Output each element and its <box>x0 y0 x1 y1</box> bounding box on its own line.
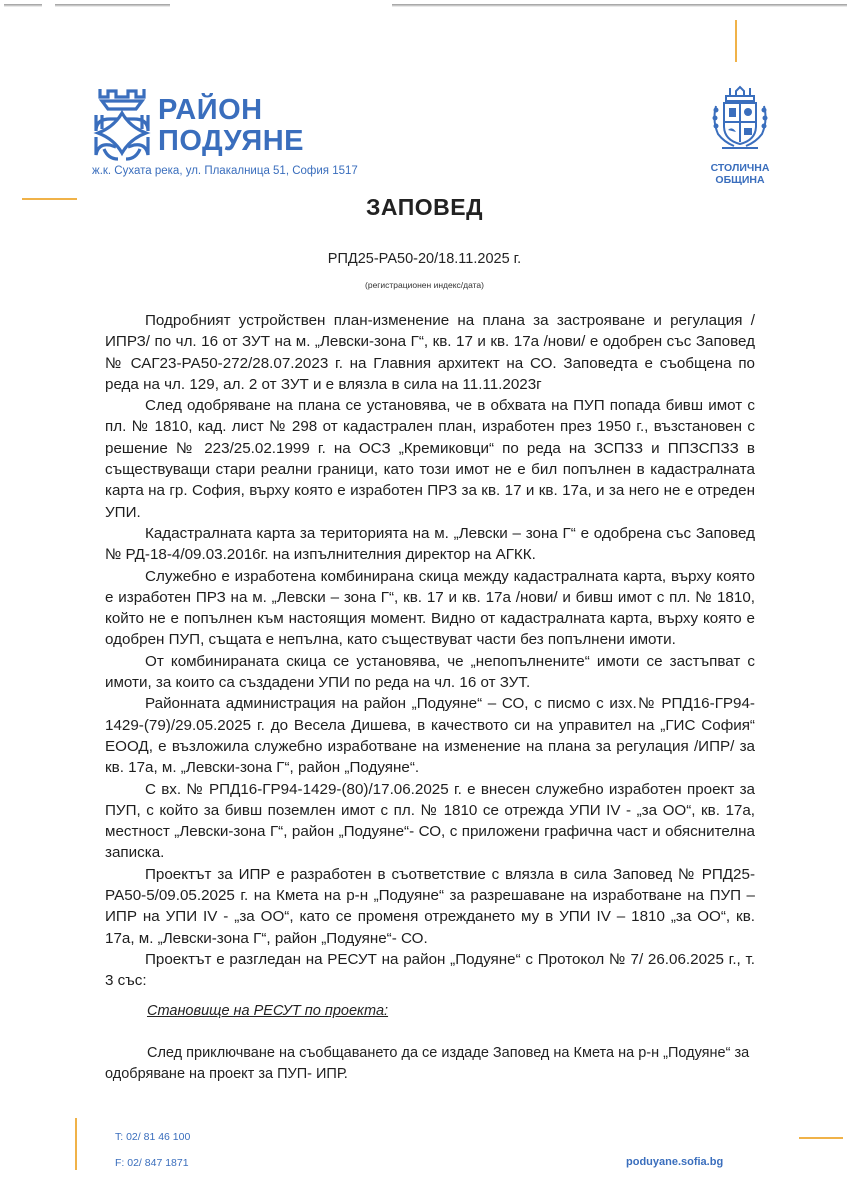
municipality-logo <box>700 84 780 189</box>
district-name-line1: РАЙОН <box>158 94 263 126</box>
paragraph: Районната администрация на район „Подуяне“ – СО, с писмо с изх.№ РПД16-ГР94-1429-(79)/29.05.2025 г. до Весела Дишева, в качеството си на управител на „ГИС София“ ЕООД, е възложила служебно изработване на изменение на плана за регулация /ИПР/ за кв. 17а, м. „Левски-зона Г“, район „Подуяне“. <box>105 695 755 777</box>
district-address: ж.к. Сухата река, ул. Плакалница 51, София 1517 <box>92 165 358 177</box>
accent-line-bottom-left <box>75 1118 77 1170</box>
scan-edge-left <box>4 4 42 7</box>
podujane-emblem-icon <box>92 85 152 163</box>
paragraph: Служебно е изработена комбинирана скица между кадастралната карта, върху която е изработен ПРЗ на м. „Левски – зона Г“, кв. 17 и кв. 17а /нови/ и бивш имот с пл. № 1810, който не е попълнен към настоящия момент. Видно от кадастралната карта, върху която е одобрен ПУП, същата е непълна, като съществуват части без попълнени имоти. <box>105 567 755 649</box>
district-name <box>158 95 304 157</box>
accent-line-top-right <box>735 20 737 62</box>
opinion-paragraph: След приключване на съобщаването да се издаде Заповед на Кмета на р-н „Подуяне“ за одобряване на проект за ПУП- ИПР. <box>105 1045 750 1082</box>
paragraph: От комбинираната скица се установява, че „непопълнените“ имоти се застъпват с имоти, за които са създадени УПИ по реда на чл. 16 от ЗУТ. <box>105 652 755 692</box>
paragraph: Кадастралната карта за територията на м. „Левски – зона Г“ е одобрена със Заповед № РД-18-4/09.03.2016г. на изпълнителния директор на АГКК. <box>105 524 755 564</box>
municipality-name-line2: ОБЩИНА <box>715 174 765 186</box>
registration-number: РПД25-РА50-20/18.11.2025 г. <box>327 251 522 267</box>
coat-of-arms-icon <box>710 84 770 154</box>
paragraph: Проектът е разгледан на РЕСУТ на район „Подуяне“ с Протокол № 7/ 26.06.2025 г., т. 3 със: <box>105 950 755 990</box>
municipality-name <box>700 162 780 186</box>
paragraph: Проектът за ИПР е разработен в съответствие с влязла в сила Заповед № РПД25-РА50-5/09.05.2025 г. на Кмета на р-н „Подуяне“ за разрешаване на изработване на ПУП – ИПР на УПИ IV - „за ОО“, като се променя отреждането му в УПИ IV – 1810 „за ОО“, кв. 17а, м. „Левски-зона Г“, район „Подуяне“- СО. <box>105 865 755 947</box>
district-logo <box>92 83 392 183</box>
paragraph: След одобряване на плана се установява, че в обхвата на ПУП попада бивш имот с пл. № 1810, кад. лист № 298 от кадастрален план, изработен през 1950 г., възстановен с решение № 223/25.02.1999 г. на ОСЗ „Кремиковци“ по реда на ЗСПЗЗ и ППЗСПЗЗ в съществуващи стари реални граници, като този имот не е бил попълнен в кадастралната карта на гр. София, върху която е изработен ПРЗ за кв. 17 и кв. 17а, и за него не е отреден УПИ. <box>105 397 755 521</box>
document-title: ЗАПОВЕД <box>366 194 483 220</box>
accent-line-bottom-right <box>799 1137 843 1139</box>
scan-edge-mid <box>55 4 170 7</box>
footer-fax: F: 02/ 847 1871 <box>115 1157 189 1169</box>
opinion-heading: Становище на РЕСУТ по проекта: <box>147 1003 389 1019</box>
footer-phone: T: 02/ 81 46 100 <box>115 1131 191 1143</box>
scan-edge-right <box>392 4 847 7</box>
registration-caption: (регистрационен индекс/дата) <box>365 280 484 290</box>
document-body <box>105 310 755 992</box>
district-name-line2: ПОДУЯНЕ <box>158 125 304 157</box>
paragraph: С вх. № РПД16-ГР94-1429-(80)/17.06.2025 г. е внесен служебно изработен проект за ПУП, с който за бивш поземлен имот с пл. № 1810 се отрежда УПИ IV - „за ОО“, кв. 17а, местност „Левски-зона Г“, район „Подуяне“- СО, с приложени графична част и обяснителна записка. <box>105 780 755 862</box>
municipality-name-line1: СТОЛИЧНА <box>710 162 770 174</box>
paragraph: Подробният устройствен план-изменение на плана за застрояване и регулация /ИПРЗ/ по чл. 16 от ЗУТ на м. „Левски-зона Г“, кв. 17 и кв. 17а /нови/ е одобрен със Заповед № САГ23-РА50-272/28.07.2023 г. на Главния архитект на СО. Заповедта е съобщена по реда на чл. 129, ал. 2 от ЗУТ и е влязла в сила на 11.11.2023г <box>105 312 755 393</box>
footer-website-link[interactable]: poduyane.sofia.bg <box>626 1156 724 1168</box>
opinion-text <box>105 1043 765 1085</box>
